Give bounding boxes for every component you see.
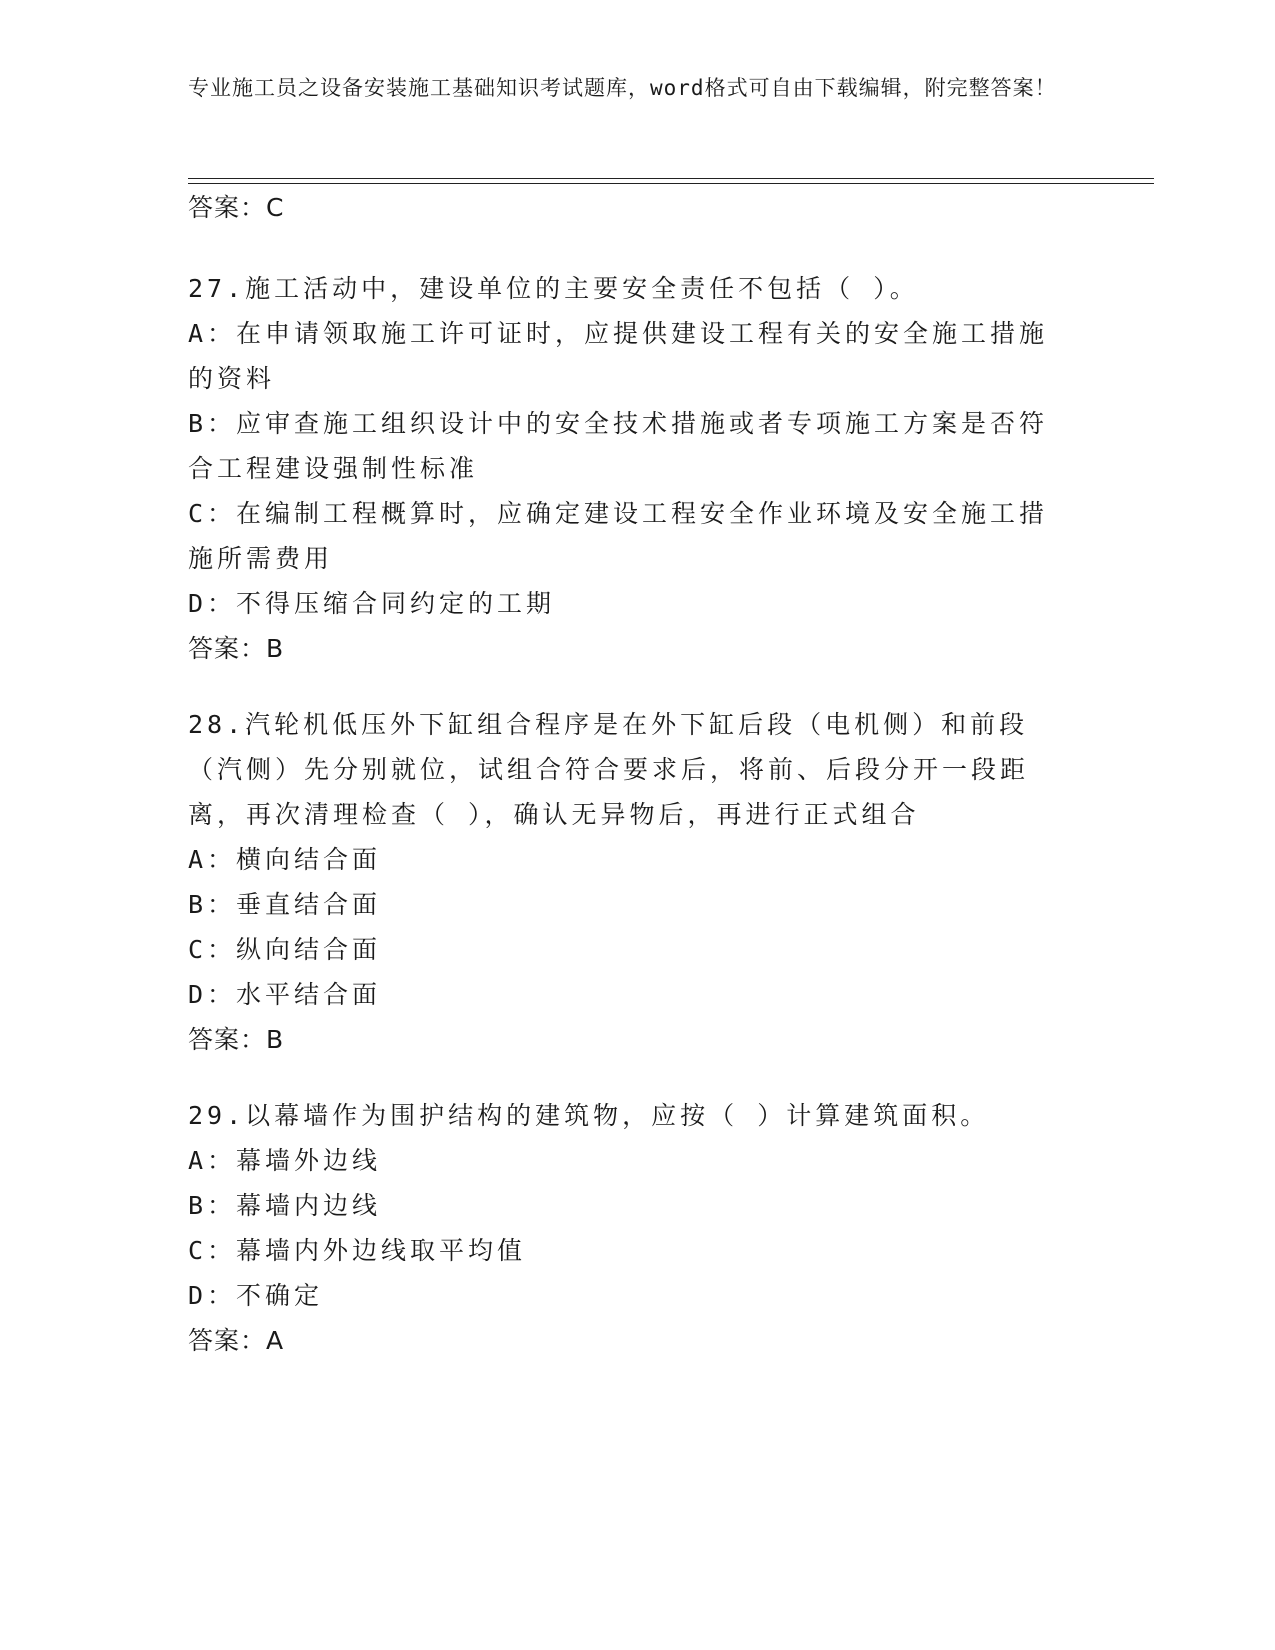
option-c: C：幕墙内外边线取平均值 [188, 1236, 527, 1265]
page-header: 专业施工员之设备安装施工基础知识考试题库，word格式可自由下载编辑，附完整答案！ [188, 76, 1057, 100]
question-stem: 28.汽轮机低压外下缸组合程序是在外下缸后段（电机侧）和前段（汽侧）先分别就位，试组合符合要求后，将前、后段分开一段距离，再次清理检查（ ），确认无异物后，再进行正式组合 [188, 710, 1030, 829]
option-a: A：在申请领取施工许可证时，应提供建设工程有关的安全施工措施的资料 [188, 319, 1049, 393]
answer: 答案：B [188, 634, 285, 663]
option-a: A：横向结合面 [188, 845, 382, 874]
question-stem: 29.以幕墙作为围护结构的建筑物，应按（ ）计算建筑面积。 [188, 1101, 990, 1130]
option-d: D：水平结合面 [188, 980, 382, 1009]
option-d: D：不确定 [188, 1281, 324, 1310]
question-29 [188, 1093, 1068, 1363]
option-b: B：幕墙内边线 [188, 1191, 382, 1220]
header-divider-bottom [188, 183, 1154, 184]
option-c: C：在编制工程概算时，应确定建设工程安全作业环境及安全施工措施所需费用 [188, 499, 1049, 573]
answer: 答案：A [188, 1326, 285, 1355]
question-27 [188, 266, 1068, 671]
question-stem: 27.施工活动中，建设单位的主要安全责任不包括（ ）。 [188, 274, 919, 303]
option-d: D：不得压缩合同约定的工期 [188, 589, 556, 618]
answer: 答案：B [188, 1025, 285, 1054]
option-c: C：纵向结合面 [188, 935, 382, 964]
header-divider-top [188, 178, 1154, 179]
option-b: B：垂直结合面 [188, 890, 382, 919]
option-b: B：应审查施工组织设计中的安全技术措施或者专项施工方案是否符合工程建设强制性标准 [188, 409, 1049, 483]
option-a: A：幕墙外边线 [188, 1146, 382, 1175]
previous-answer: 答案：C [188, 193, 285, 222]
question-28 [188, 702, 1068, 1062]
